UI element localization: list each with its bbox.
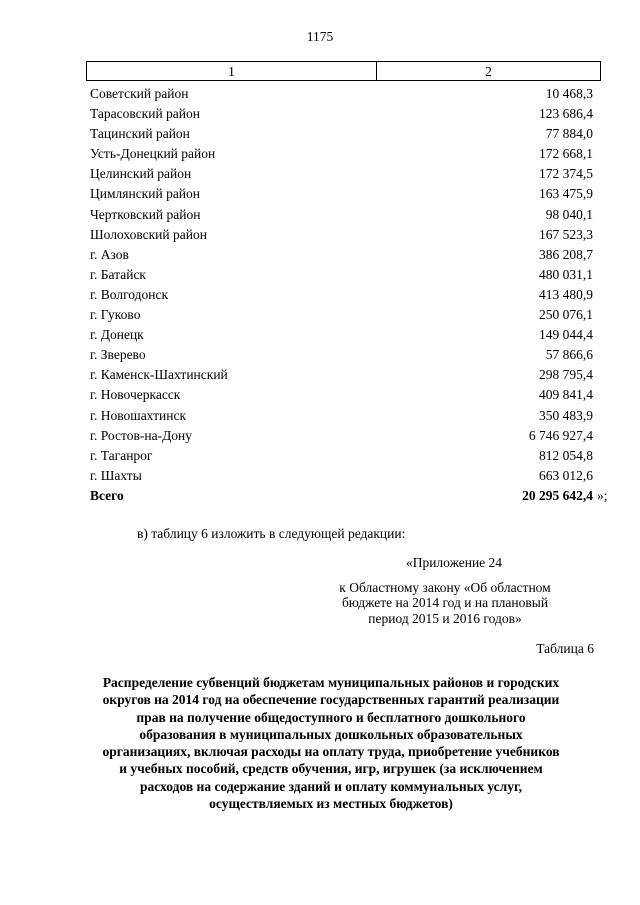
table-heading bbox=[62, 674, 600, 812]
subvention-amount: 57 866,6 bbox=[545, 347, 593, 363]
subvention-amount: 250 076,1 bbox=[539, 307, 593, 323]
table-row bbox=[86, 365, 601, 385]
heading-line: образования в муниципальных дошкольных образовательных bbox=[139, 726, 523, 742]
table-body bbox=[86, 84, 601, 486]
subvention-amount: 10 468,3 bbox=[545, 86, 593, 101]
appendix-reference bbox=[320, 555, 570, 626]
municipality-name: Целинский район bbox=[90, 166, 192, 182]
table-row bbox=[86, 225, 601, 245]
municipality-name: г. Гуково bbox=[90, 307, 141, 323]
municipality-name: г. Батайск bbox=[90, 266, 146, 282]
subvention-amount: 123 686,4 bbox=[539, 106, 593, 122]
municipality-name: Чертковский район bbox=[90, 206, 201, 222]
table-label: Таблица 6 bbox=[536, 641, 594, 656]
municipality-name: г. Донецк bbox=[90, 327, 144, 343]
appendix-line: к Областному закону «Об областном bbox=[339, 579, 551, 595]
appendix-title: «Приложение 24 bbox=[405, 555, 503, 570]
appendix-line: бюджете на 2014 год и на плановый bbox=[341, 595, 549, 610]
municipality-name: г. Шахты bbox=[90, 467, 142, 483]
table-row bbox=[86, 184, 601, 204]
municipality-name: г. Азов bbox=[90, 246, 129, 262]
municipality-name: г. Каменск-Шахтинский bbox=[90, 367, 228, 383]
table-row bbox=[86, 446, 601, 466]
municipality-name: Тацинский район bbox=[90, 126, 190, 142]
heading-line: осуществляемых из местных бюджетов) bbox=[209, 796, 453, 812]
table-row bbox=[86, 144, 601, 164]
subvention-amount: 409 841,4 bbox=[539, 387, 593, 403]
subvention-amount: 163 475,9 bbox=[539, 186, 593, 202]
appendix-line: период 2015 и 2016 годов» bbox=[368, 610, 522, 626]
subvention-amount: 77 884,0 bbox=[545, 126, 593, 142]
total-value: 20 295 642,4 bbox=[522, 487, 593, 503]
table-row bbox=[86, 124, 601, 144]
municipality-name: г. Новочеркасск bbox=[90, 387, 181, 403]
municipality-name: г. Зверево bbox=[90, 347, 146, 363]
table-row bbox=[86, 104, 601, 124]
heading-line: расходов на содержание зданий и оплату коммунальных услуг, bbox=[139, 778, 522, 794]
amendment-intro: в) таблицу 6 изложить в следующей редакции: bbox=[137, 526, 406, 541]
subvention-amount: 812 054,8 bbox=[539, 447, 593, 463]
table-header bbox=[86, 61, 601, 81]
subvention-amount: 172 374,5 bbox=[539, 166, 593, 182]
table-row bbox=[86, 84, 601, 104]
heading-line: и учебных пособий, средств обучения, игр, игрушек (за исключением bbox=[119, 761, 543, 777]
column-header-2: 2 bbox=[485, 64, 492, 79]
total-closing-quote: »; bbox=[597, 488, 608, 503]
subvention-amount: 167 523,3 bbox=[539, 226, 593, 242]
table-row bbox=[86, 325, 601, 345]
municipality-name: Шолоховский район bbox=[90, 226, 207, 242]
subvention-amount: 663 012,6 bbox=[539, 467, 593, 483]
table-row bbox=[86, 305, 601, 325]
table-row bbox=[86, 265, 601, 285]
municipality-name: г. Волгодонск bbox=[90, 286, 169, 302]
municipality-name: г. Таганрог bbox=[90, 447, 153, 463]
subvention-amount: 149 044,4 bbox=[539, 327, 593, 343]
heading-line: Распределение субвенций бюджетам муниципальных районов и городских bbox=[102, 675, 560, 690]
subvention-amount: 413 480,9 bbox=[539, 286, 593, 302]
column-header-1: 1 bbox=[87, 62, 377, 80]
table-row bbox=[86, 466, 601, 486]
municipality-name: г. Новошахтинск bbox=[90, 407, 186, 423]
total-label: Всего bbox=[90, 487, 124, 503]
municipality-name: Тарасовский район bbox=[90, 106, 200, 122]
heading-line: организациях, включая расходы на оплату труда, приобретение учебников bbox=[102, 744, 560, 760]
table-row bbox=[86, 385, 601, 405]
allocation-table bbox=[86, 61, 601, 506]
table-row bbox=[86, 205, 601, 225]
subvention-amount: 386 208,7 bbox=[539, 246, 593, 262]
table-row bbox=[86, 164, 601, 184]
subvention-amount: 298 795,4 bbox=[539, 367, 593, 383]
municipality-name: г. Ростов-на-Дону bbox=[90, 427, 193, 443]
table-row bbox=[86, 285, 601, 305]
subvention-amount: 172 668,1 bbox=[539, 146, 593, 162]
subvention-amount: 6 746 927,4 bbox=[528, 427, 593, 443]
subvention-amount: 350 483,9 bbox=[539, 407, 593, 423]
heading-line: прав на получение общедоступного и бесплатного дошкольного bbox=[136, 709, 526, 725]
table-total-row bbox=[86, 486, 601, 506]
municipality-name: Усть-Донецкий район bbox=[90, 146, 216, 162]
table-row bbox=[86, 245, 601, 265]
table-row bbox=[86, 426, 601, 446]
table-row bbox=[86, 406, 601, 426]
subvention-amount: 98 040,1 bbox=[545, 206, 593, 222]
table-row bbox=[86, 345, 601, 365]
page-number: 1175 bbox=[306, 29, 334, 44]
heading-line: округов на 2014 год на обеспечение государственных гарантий реализации bbox=[102, 692, 560, 708]
subvention-amount: 480 031,1 bbox=[539, 266, 593, 282]
municipality-name: Цимлянский район bbox=[90, 186, 201, 202]
municipality-name: Советский район bbox=[90, 86, 189, 101]
